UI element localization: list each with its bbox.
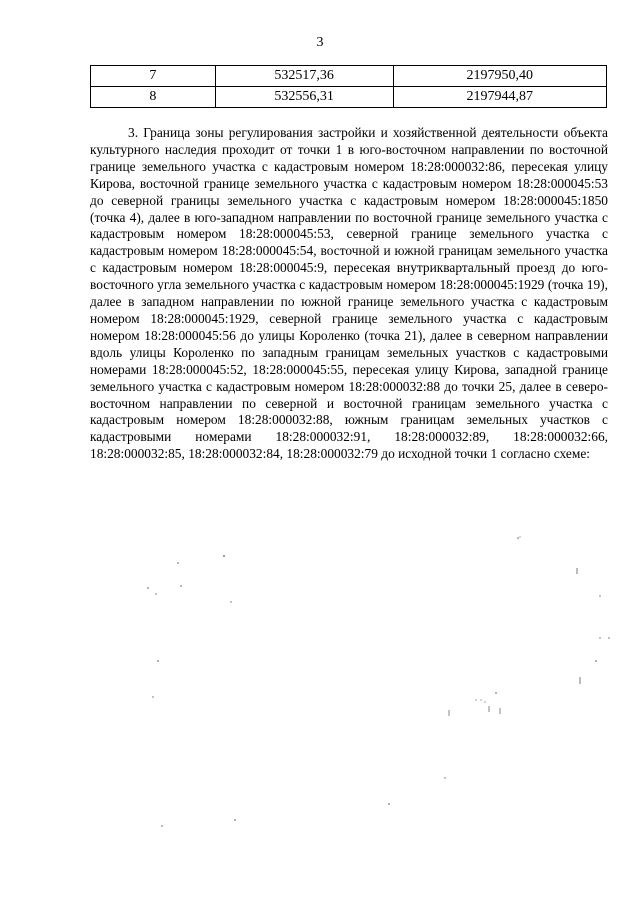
table-row (91, 66, 607, 87)
table-cell: 8 (91, 87, 216, 108)
coordinates-table (90, 65, 607, 108)
boundary-description-paragraph: 3. Граница зоны регулирования застройки и хозяйственной деятельности объекта культурного наследия проходит от точки 1 в юго-восточном направлении по восточной границе земельного участка с кадастровым номером 18:28:000032:86, пересекая улицу Кирова, восточной границе земельного участка с кадастровым номером 18:28:000045:53 до северной границы земельного участка с кадастровым номером 18:28:000045:1850 (точка 4), далее в юго-западном направлении по восточной границе земельного участка с кадастровым номером 18:28:000045:53, северной границе земельного участка с кадастровым номером 18:28:000045:54, восточной и южной границам земельного участка с кадастровым номером 18:28:000045:9, пересекая внутриквартальный проезд до юго-восточного угла земельного участка с кадастровым номером 18:28:000045:1929 (точка 19), далее в западном направлении по южной границе земельного участка с кадастровым номером 18:28:000045:1929, северной границе земельного участка с кадастровым номером 18:28:000045:56 до улицы Короленко (точка 21), далее в северном направлении вдоль улицы Короленко по западным границам земельных участков с кадастровыми номерами 18:28:000045:52, 18:28:000045:55, пересекая улицу Кирова, западной границе земельного участка с кадастровым номером 18:28:000032:88 до точки 25, далее в северо-восточном направлении по северной и восточной границам земельного участка с кадастровым номером 18:28:000032:88, южным границам земельных участков с кадастровыми номерами 18:28:000032:91, 18:28:000032:89, 18:28:000032:66, 18:28:000032:85, 18:28:000032:84, 18:28:000032:79 до исходной точки 1 согласно схеме: (90, 125, 608, 462)
table-cell: 7 (91, 66, 216, 87)
table-cell: 2197950,40 (393, 66, 606, 87)
boundary-scheme-image (130, 530, 620, 890)
table-cell: 2197944,87 (393, 87, 606, 108)
table-cell: 532517,36 (215, 66, 393, 87)
scheme-residual-marks (130, 530, 620, 890)
page-number: 3 (316, 35, 324, 50)
table-cell: 532556,31 (215, 87, 393, 108)
table-row (91, 87, 607, 108)
